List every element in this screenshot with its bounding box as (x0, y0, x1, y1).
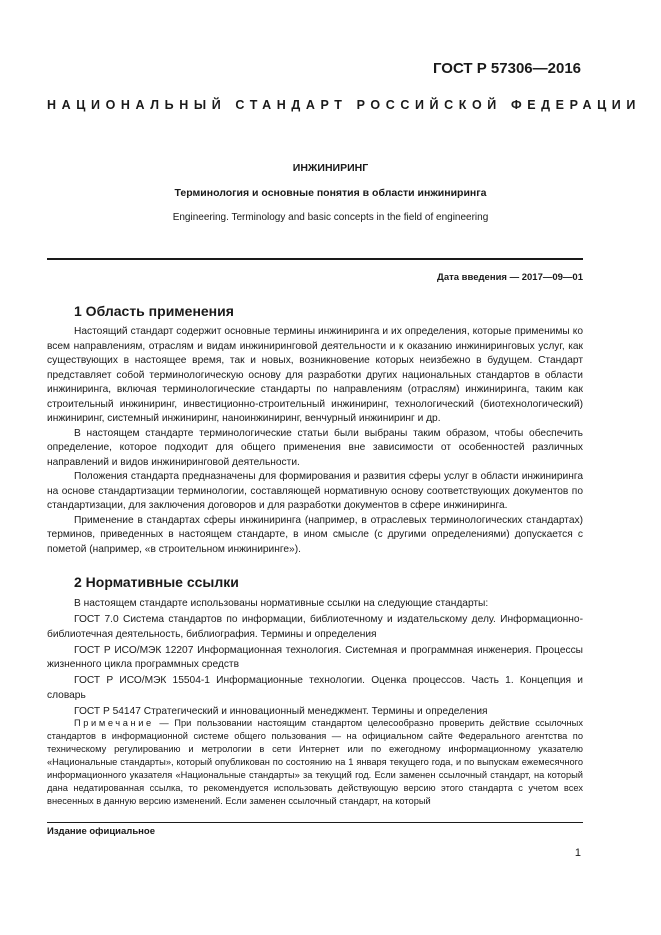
section-1-heading: 1 Область применения (74, 303, 234, 319)
normative-reference: ГОСТ Р 54147 Стратегический и инновационный менеджмент. Термины и определения (74, 705, 488, 717)
section-1-paragraph-3 (47, 470, 583, 514)
footer-divider (47, 822, 583, 823)
note-label: Примечание (74, 718, 154, 728)
section-2-heading: 2 Нормативные ссылки (74, 574, 239, 590)
section-2-intro: В настоящем стандарте использованы нормативные ссылки на следующие стандарты: (74, 598, 489, 609)
document-subtitle: Терминология и основные понятия в области инжиниринга (174, 187, 487, 199)
national-standard-banner: НАЦИОНАЛЬНЫЙ СТАНДАРТ РОССИЙСКОЙ ФЕДЕРАЦИИ (47, 98, 641, 112)
paragraph-text: В настоящем стандарте терминологические статьи были выбраны таким образом, чтобы обеспечить определение, которое подходит для общего применения вне зависимости от особенностей различных направлений и видов инжиниринговой деятельности. (47, 427, 583, 468)
document-title: ИНЖИНИРИНГ (292, 162, 369, 174)
document-number: ГОСТ Р 57306—2016 (432, 60, 581, 77)
note-text: — При пользовании настоящим стандартом целесообразно проверить действие ссылочных стандартов в информационной системе общего пользования — на официальном сайте Федерального агентства по техническому регулированию и метрологии в сети Интернет или по ежегодному информационному указателю «Национальные стандарты», который опубликован по состоянию на 1 января текущего года, и по выпускам ежемесячного информационного указателя «Национальные стандарты» за текущий год. Если заменен ссылочный стандарт, на который дана недатированная ссылка, то рекомендуется использовать действующую версию этого стандарта с учетом всех внесенных в данную версию изменений. Если заменен ссылочный стандарт, на который (47, 718, 583, 806)
paragraph-text: Настоящий стандарт содержит основные термины инжиниринга и их определения, которые применимы ко всем направлениям, отраслям и видам инжиниринговой деятельности и к оказанию инжиниринговых услуг, как существующих в настоящее время, так и новых, возникновение которых неизбежно в будущем. Стандарт представляет собой терминологическую основу для разработки других национальных стандартов в области инжиниринга, включая терминологические стандарты по направлениям (отраслям) инжиниринга, таким как строительный инжиниринг, инвестиционно-строительный инжиниринг, технологический (биотехнологический) инжиниринг, системный инжиниринг, наноинжиниринг, венчурный инжиниринг и др. (47, 326, 583, 424)
page-number: 1 (574, 847, 581, 859)
section-1-paragraph-2 (47, 427, 583, 471)
paragraph-text: Применение в стандартах сферы инжиниринга (например, в отраслевых терминологических стандартах) терминов, приведенных в настоящем стандарте, в ином смысле (с другими определениями) допускается с пометой (например, «в строительном инжиниринге»). (47, 514, 583, 555)
title-divider (47, 258, 583, 260)
normative-reference: ГОСТ 7.0 Система стандартов по информации, библиотечному и издательскому делу. Информационно-библиотечная деятельность, библиография. Термины и определения (47, 614, 583, 640)
section-2-body (47, 597, 583, 721)
section-1-body (47, 325, 583, 557)
introduction-date: Дата введения — 2017—09—01 (437, 272, 583, 283)
english-title: Engineering. Terminology and basic concepts in the field of engineering (172, 212, 489, 223)
normative-reference: ГОСТ Р ИСО/МЭК 12207 Информационная технология. Системная и программная инженерия. Процессы жизненного цикла программных средств (47, 644, 583, 670)
section-1-paragraph-1 (47, 325, 583, 427)
official-edition-label: Издание официальное (47, 826, 155, 837)
normative-reference: ГОСТ Р ИСО/МЭК 15504-1 Информационные технологии. Оценка процессов. Часть 1. Концепция и словарь (47, 675, 583, 701)
paragraph-text: Положения стандарта предназначены для формирования и развития сферы услуг в области инжиниринга на основе стандартизации терминологии, составляющей нормативную основу соответствующих документов по стандартизации, для заключения договоров и для разработки документов в сфере инжиниринга. (47, 471, 583, 511)
section-1-paragraph-4 (47, 514, 583, 558)
note-block (47, 717, 583, 808)
